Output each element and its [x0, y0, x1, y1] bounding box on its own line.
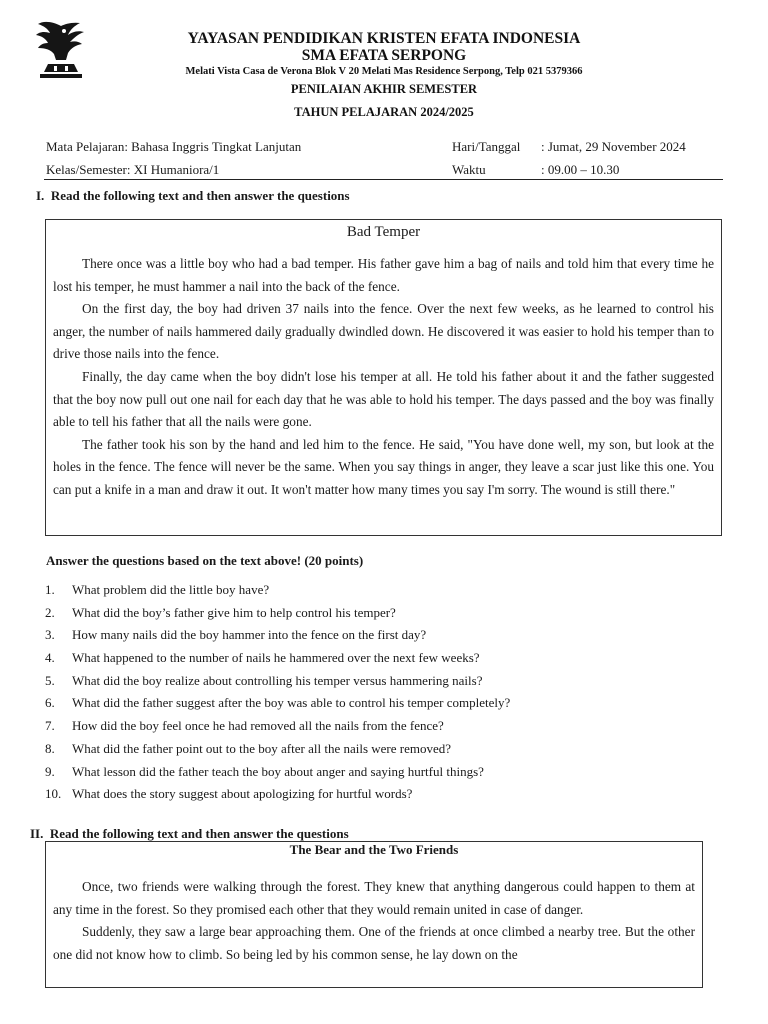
- questions-heading: Answer the questions based on the text above! (20 points): [46, 553, 364, 568]
- question-item: 5. What did the boy realize about controlling his temper versus hammering nails?: [45, 672, 483, 688]
- question-list: [45, 579, 510, 806]
- school-name: SMA EFATA SERPONG: [301, 47, 467, 64]
- subject-label: Mata Pelajaran: Bahasa Inggris Tingkat Lanjutan: [46, 139, 302, 154]
- header-divider: [44, 179, 723, 180]
- paragraph: Suddenly, they saw a large bear approaching them. One of the friends at once climbed a nearby tree. But the other one did not know how to climb. So being led by his common sense, he lay down on the: [53, 924, 695, 962]
- academic-year: TAHUN PELAJARAN 2024/2025: [294, 105, 474, 119]
- foundation-name: YAYASAN PENDIDIKAN KRISTEN EFATA INDONESIA: [187, 30, 581, 47]
- question-item: 8. What did the father point out to the boy after all the nails were removed?: [45, 740, 452, 756]
- paragraph: Once, two friends were walking through the forest. They knew that anything dangerous could happen to them at any time in the forest. So they promised each other that they would remain united in case of danger.: [53, 879, 695, 917]
- question-item: 2. What did the boy’s father give him to help control his temper?: [45, 604, 396, 620]
- question-item: 1. What problem did the little boy have?: [45, 582, 270, 597]
- exam-title: PENILAIAN AKHIR SEMESTER: [290, 82, 478, 96]
- section-1-heading: [36, 188, 350, 204]
- question-item: 9. What lesson did the father teach the boy about anger and saying hurtful things?: [45, 763, 484, 779]
- question-item: 4. What happened to the number of nails he hammered over the next few weeks?: [45, 650, 480, 666]
- school-address: Melati Vista Casa de Verona Blok V 20 Melati Mas Residence Serpong, Telp 021 5379366: [185, 66, 583, 77]
- section-2-heading: [30, 826, 349, 842]
- paragraph: The father took his son by the hand and led him to the fence. He said, "You have done well, my son, but look at the holes in the fence. The fence will never be the same. When you say things in anger, they leave a scar just like this one. You can put a knife in a man and draw it out. It won't matter how many times you say I'm sorry. The wound is still there.": [53, 436, 714, 497]
- section-2-instruction: Read the following text and then answer the questions: [49, 826, 349, 841]
- question-item: 7. How did the boy feel once he had removed all the nails from the fence?: [45, 718, 444, 734]
- time-value: : 09.00 – 10.30: [541, 162, 620, 177]
- reading-title-2: The Bear and the Two Friends: [289, 842, 459, 857]
- class-label: Kelas/Semester: XI Humaniora/1: [46, 162, 220, 177]
- time-label: Waktu: [452, 162, 486, 177]
- section-2-number: II.: [30, 826, 44, 841]
- paragraph: On the first day, the boy had driven 37 nails into the fence. Over the next few weeks, as he learned to control his anger, the number of nails hammered daily gradually dwindled down. He discovered it was easier to hold his temper than to drive those nails into the fence.: [53, 301, 714, 362]
- question-item: 10. What does the story suggest about apologizing for hurtful words?: [45, 786, 413, 802]
- reading-title-1: Bad Temper: [346, 224, 421, 240]
- paragraph: Finally, the day came when the boy didn't lose his temper at all. He told his father about it and the father suggested that the boy now pull out one nail for each day that he was able to hold his temper. The days passed and the boy was finally able to tell his father that all the nails were gone.: [53, 368, 714, 430]
- paragraph: There once was a little boy who had a bad temper. His father gave him a bag of nails and told him that every time he lost his temper, he must hammer a nail into the back of the fence.: [53, 256, 714, 294]
- reading-text-box-1: [45, 219, 722, 536]
- question-item: 3. How many nails did the boy hammer into the fence on the first day?: [45, 627, 427, 643]
- date-label: Hari/Tanggal: [452, 139, 521, 154]
- date-value: : Jumat, 29 November 2024: [541, 139, 686, 154]
- question-item: 6. What did the father suggest after the boy was able to control his temper completely?: [45, 695, 511, 711]
- reading-text-box-2: [45, 841, 703, 988]
- section-1-instruction: Read the following text and then answer the questions: [50, 188, 350, 203]
- section-1-number: I.: [36, 188, 45, 203]
